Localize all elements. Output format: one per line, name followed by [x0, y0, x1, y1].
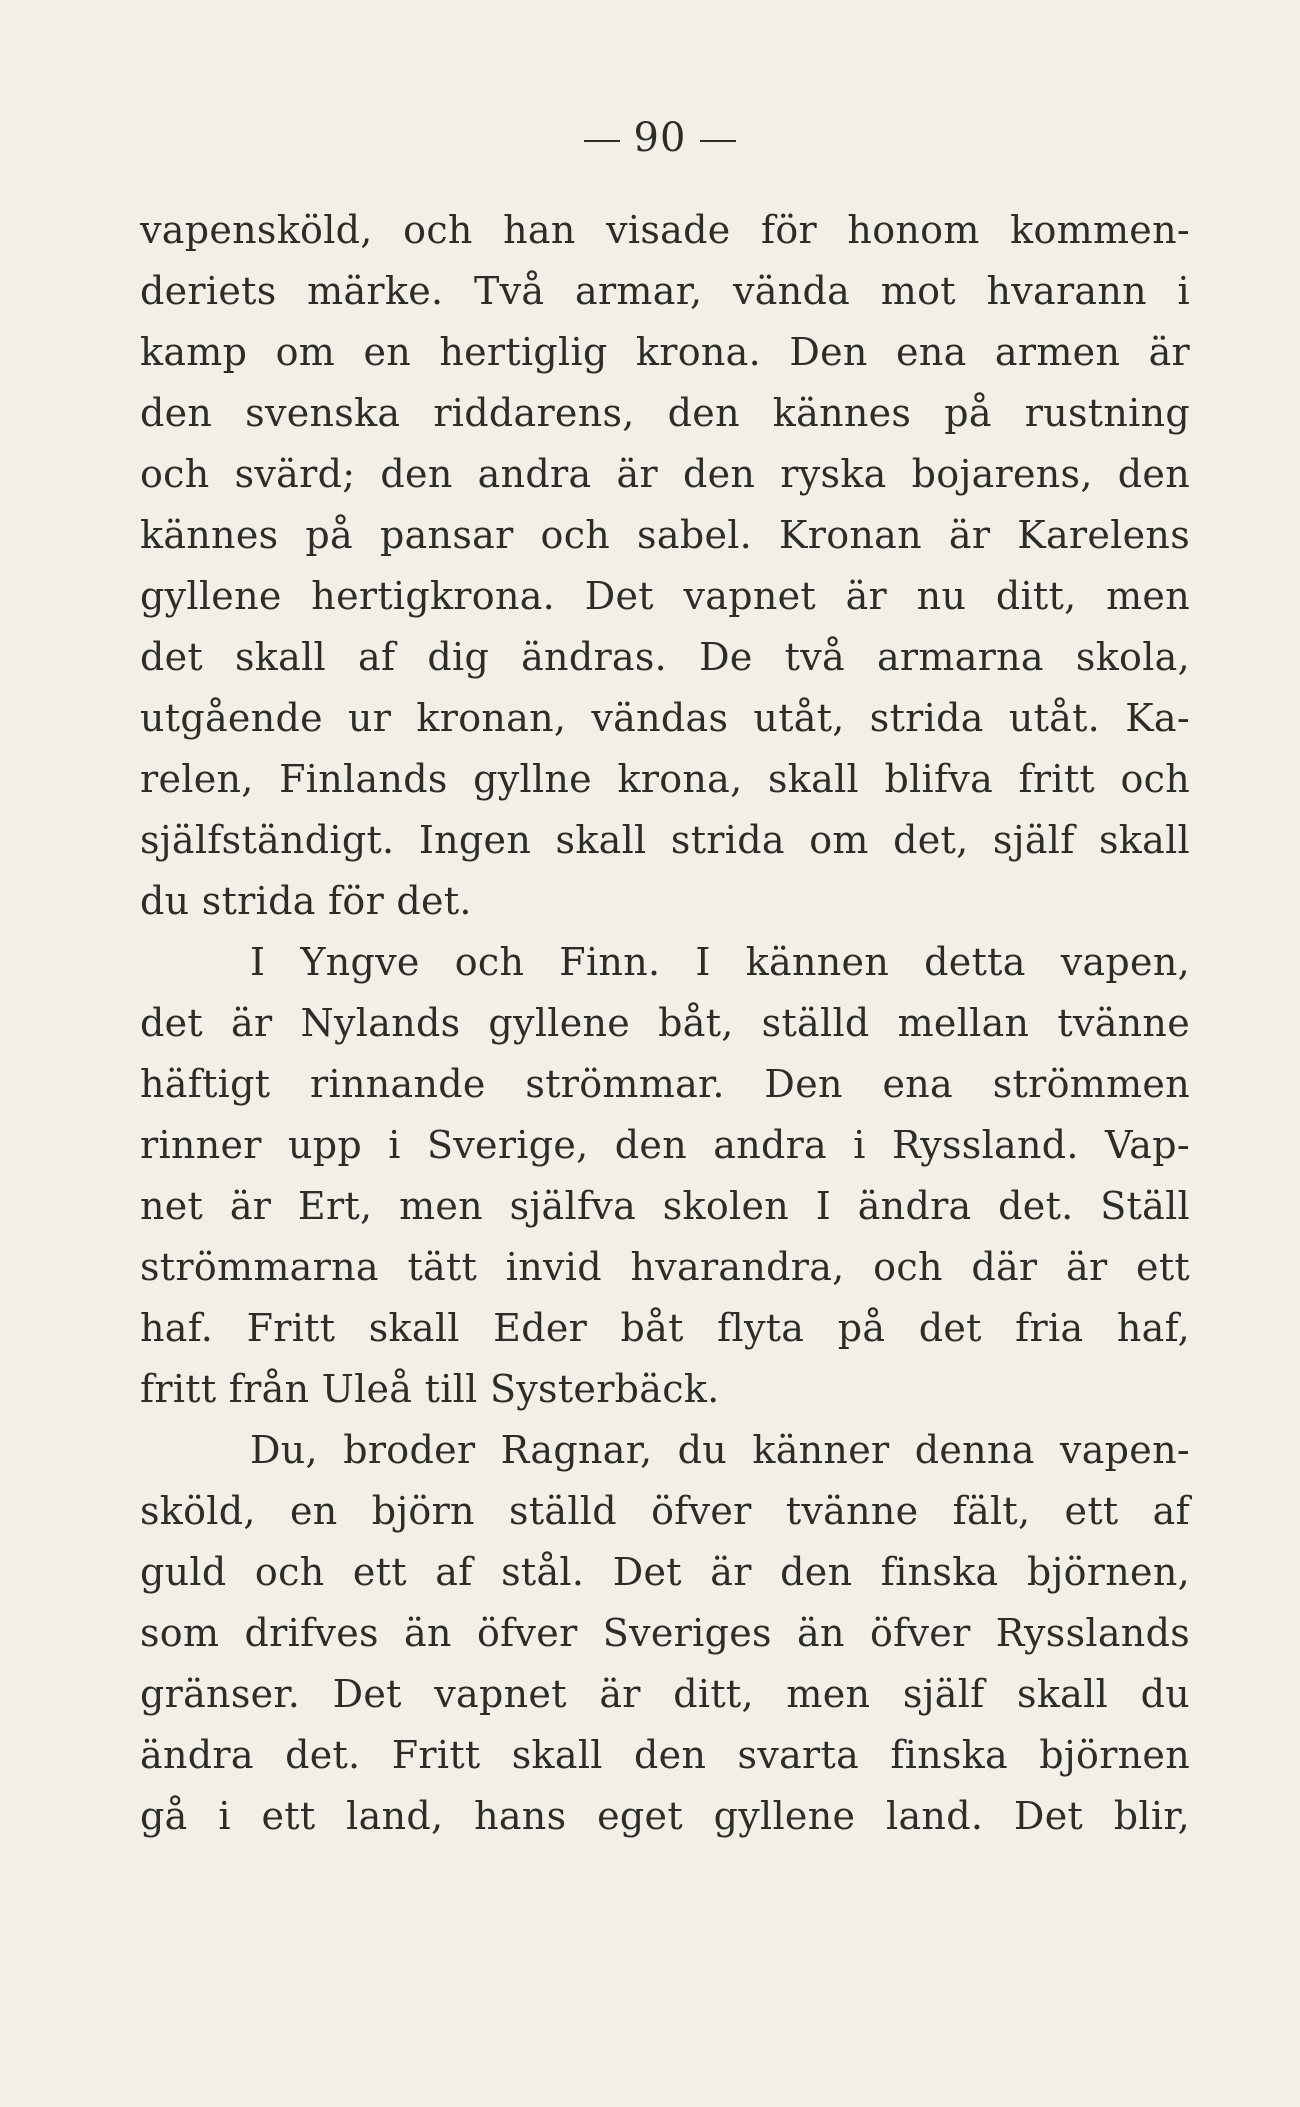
- text-line: häftigt rinnande strömmar. Den ena strömmen: [140, 1062, 1190, 1106]
- page-number-value: 90: [633, 115, 687, 161]
- text-line: kännes på pansar och sabel. Kronan är Karelens: [140, 513, 1190, 557]
- text-line: guld och ett af stål. Det är den finska björnen,: [140, 1550, 1190, 1594]
- text-line: ändra det. Fritt skall den svarta finska björnen: [140, 1733, 1190, 1777]
- text-line: vapensköld, och han visade för honom kommen-: [140, 208, 1190, 252]
- text-line: deriets märke. Två armar, vända mot hvarann i: [140, 269, 1190, 313]
- dash-left: [584, 140, 620, 142]
- text-line: relen, Finlands gyllne krona, skall blifva fritt och: [140, 757, 1190, 801]
- text-line: haf. Fritt skall Eder båt flyta på det fria haf,: [140, 1306, 1190, 1350]
- text-line: strömmarna tätt invid hvarandra, och där är ett: [140, 1245, 1190, 1289]
- body-text: [140, 200, 1190, 1847]
- text-line: kamp om en hertiglig krona. Den ena armen är: [140, 330, 1190, 374]
- dash-right: [700, 140, 736, 142]
- text-line: utgående ur kronan, vändas utåt, strida utåt. Ka-: [140, 696, 1190, 740]
- text-line: själfständigt. Ingen skall strida om det, själf skall: [140, 818, 1190, 862]
- text-line: det är Nylands gyllene båt, ställd mellan tvänne: [140, 1001, 1190, 1045]
- page-number: [0, 108, 1300, 168]
- text-line: net är Ert, men själfva skolen I ändra det. Ställ: [140, 1184, 1190, 1228]
- text-line: sköld, en björn ställd öfver tvänne fält, ett af: [140, 1489, 1190, 1533]
- text-line: den svenska riddarens, den kännes på rustning: [140, 391, 1190, 435]
- text-line: och svärd; den andra är den ryska bojarens, den: [140, 452, 1190, 496]
- text-line: rinner upp i Sverige, den andra i Ryssland. Vap-: [140, 1123, 1190, 1167]
- text-line: gyllene hertigkrona. Det vapnet är nu ditt, men: [140, 574, 1190, 618]
- text-line: fritt från Uleå till Systerbäck.: [140, 1367, 720, 1411]
- text-line: Du, broder Ragnar, du känner denna vapen-: [250, 1428, 1190, 1472]
- text-line: det skall af dig ändras. De två armarna skola,: [140, 635, 1190, 679]
- text-line: I Yngve och Finn. I kännen detta vapen,: [250, 940, 1190, 984]
- text-line: du strida för det.: [140, 879, 472, 923]
- text-line: som drifves än öfver Sveriges än öfver Rysslands: [140, 1611, 1190, 1655]
- text-line: gränser. Det vapnet är ditt, men själf skall du: [140, 1672, 1190, 1716]
- text-line: gå i ett land, hans eget gyllene land. Det blir,: [140, 1794, 1190, 1838]
